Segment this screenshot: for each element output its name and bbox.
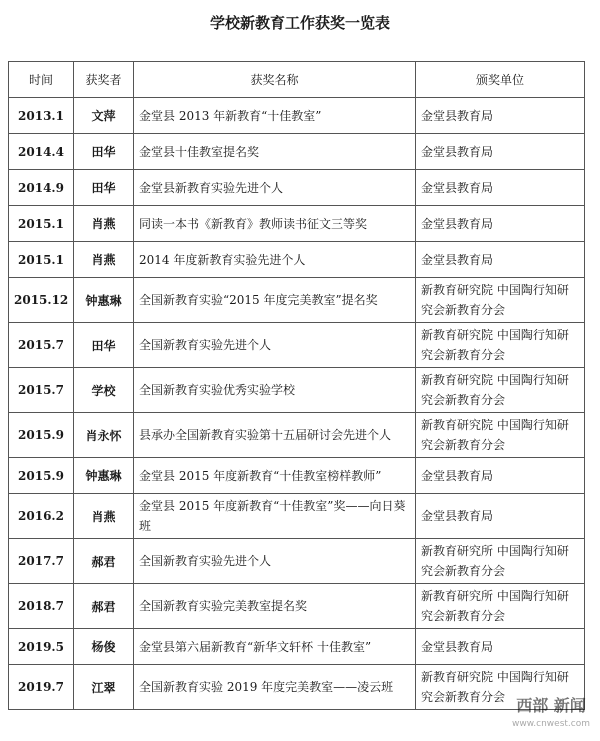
cell-award: 全国新教育实验优秀实验学校 [134, 368, 416, 413]
cell-time: 2015.9 [9, 458, 74, 494]
table-row [9, 206, 585, 242]
table-row [9, 98, 585, 134]
cell-winner: 田华 [74, 134, 134, 170]
cell-time: 2019.5 [9, 629, 74, 665]
cell-time: 2018.7 [9, 584, 74, 629]
cell-issuer: 金堂县教育局 [416, 134, 585, 170]
cell-award: 金堂县 2013 年新教育“十佳教室” [134, 98, 416, 134]
cell-time: 2017.7 [9, 539, 74, 584]
table-row [9, 278, 585, 323]
table-row [9, 413, 585, 458]
column-header-winner: 获奖者 [74, 62, 134, 98]
cell-issuer: 金堂县教育局 [416, 98, 585, 134]
awards-table [8, 61, 585, 710]
column-header-award: 获奖名称 [134, 62, 416, 98]
cell-winner: 肖燕 [74, 494, 134, 539]
watermark-text: 西部 新闻 [516, 696, 586, 715]
cell-award: 全国新教育实验“2015 年度完美教室”提名奖 [134, 278, 416, 323]
cell-time: 2015.7 [9, 368, 74, 413]
cell-award: 同读一本书《新教育》教师读书征文三等奖 [134, 206, 416, 242]
cell-winner: 肖永怀 [74, 413, 134, 458]
cell-winner: 肖燕 [74, 242, 134, 278]
cell-time: 2016.2 [9, 494, 74, 539]
cell-time: 2015.12 [9, 278, 74, 323]
cell-award: 金堂县 2015 年度新教育“十佳教室榜样教师” [134, 458, 416, 494]
cell-issuer: 新教育研究所 中国陶行知研究会新教育分会 [416, 584, 585, 629]
cell-issuer: 新教育研究院 中国陶行知研究会新教育分会 [416, 278, 585, 323]
cell-award: 全国新教育实验先进个人 [134, 539, 416, 584]
table-row [9, 242, 585, 278]
cell-winner: 杨俊 [74, 629, 134, 665]
watermark [512, 697, 590, 733]
cell-time: 2014.9 [9, 170, 74, 206]
cell-issuer: 新教育研究所 中国陶行知研究会新教育分会 [416, 539, 585, 584]
cell-winner: 学校 [74, 368, 134, 413]
cell-issuer: 金堂县教育局 [416, 494, 585, 539]
cell-issuer: 金堂县教育局 [416, 629, 585, 665]
cell-issuer: 新教育研究院 中国陶行知研究会新教育分会 [416, 368, 585, 413]
table-row [9, 458, 585, 494]
column-header-issuer: 颁奖单位 [416, 62, 585, 98]
cell-time: 2014.4 [9, 134, 74, 170]
cell-time: 2015.1 [9, 242, 74, 278]
table-row [9, 134, 585, 170]
cell-award: 金堂县 2015 年度新教育“十佳教室”奖——向日葵班 [134, 494, 416, 539]
cell-winner: 钟惠琳 [74, 278, 134, 323]
cell-winner: 江翠 [74, 665, 134, 710]
cell-winner: 钟惠琳 [74, 458, 134, 494]
cell-issuer: 金堂县教育局 [416, 170, 585, 206]
cell-time: 2013.1 [9, 98, 74, 134]
cell-time: 2015.7 [9, 323, 74, 368]
cell-award: 2014 年度新教育实验先进个人 [134, 242, 416, 278]
cell-issuer: 新教育研究院 中国陶行知研究会新教育分会 [416, 413, 585, 458]
cell-time: 2019.7 [9, 665, 74, 710]
table-row [9, 170, 585, 206]
cell-winner: 田华 [74, 323, 134, 368]
cell-winner: 肖燕 [74, 206, 134, 242]
cell-award: 金堂县新教育实验先进个人 [134, 170, 416, 206]
cell-award: 全国新教育实验 2019 年度完美教室——凌云班 [134, 665, 416, 710]
cell-award: 金堂县十佳教室提名奖 [134, 134, 416, 170]
cell-award: 全国新教育实验先进个人 [134, 323, 416, 368]
table-row [9, 323, 585, 368]
watermark-url: www.cnwest.com [512, 719, 590, 729]
cell-issuer: 新教育研究院 中国陶行知研究会新教育分会 [416, 665, 585, 710]
cell-winner: 文萍 [74, 98, 134, 134]
cell-award: 全国新教育实验完美教室提名奖 [134, 584, 416, 629]
cell-issuer: 金堂县教育局 [416, 206, 585, 242]
table-row [9, 629, 585, 665]
table-row [9, 368, 585, 413]
table-row [9, 665, 585, 710]
cell-award: 金堂县第六届新教育“新华文轩杯 十佳教室” [134, 629, 416, 665]
cell-award: 县承办全国新教育实验第十五届研讨会先进个人 [134, 413, 416, 458]
table-body [9, 98, 585, 710]
cell-issuer: 金堂县教育局 [416, 458, 585, 494]
cell-time: 2015.9 [9, 413, 74, 458]
table-row [9, 584, 585, 629]
page-title: 学校新教育工作获奖一览表 [209, 14, 390, 32]
cell-issuer: 新教育研究院 中国陶行知研究会新教育分会 [416, 323, 585, 368]
cell-winner: 郝君 [74, 584, 134, 629]
cell-issuer: 金堂县教育局 [416, 242, 585, 278]
cell-winner: 田华 [74, 170, 134, 206]
cell-winner: 郝君 [74, 539, 134, 584]
table-row [9, 494, 585, 539]
cell-time: 2015.1 [9, 206, 74, 242]
column-header-time: 时间 [9, 62, 74, 98]
table-row [9, 539, 585, 584]
table-header-row [9, 62, 585, 98]
